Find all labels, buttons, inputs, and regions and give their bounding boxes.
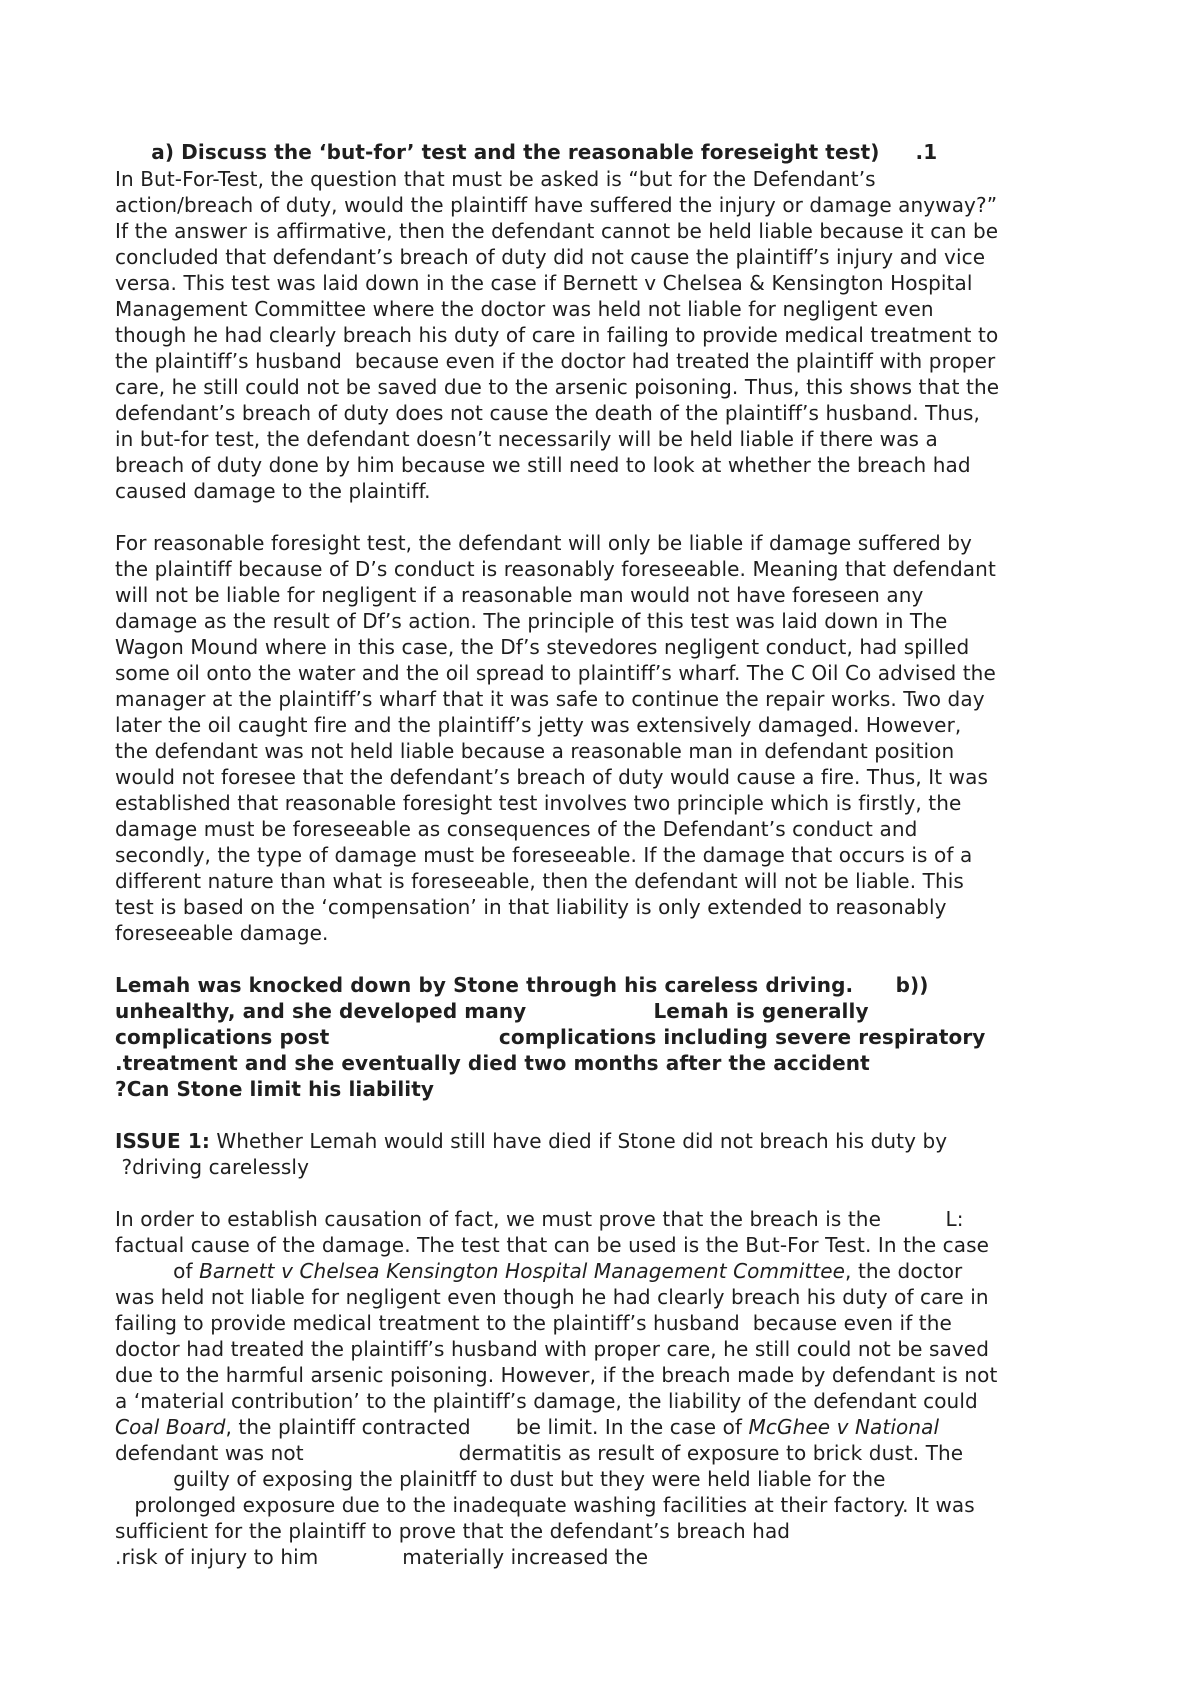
question-a-text: a) Discuss the ‘but-for’ test and the reasonable foreseight test) — [151, 140, 880, 164]
text-line: factual cause of the damage. The test that can be used is the But-For Test. In the case — [115, 1233, 990, 1257]
text-line: concluded that defendant’s breach of duty did not cause the plaintiff’s injury and vice — [115, 245, 986, 269]
text-line: though he had clearly breach his duty of care in failing to provide medical treatment to — [115, 323, 999, 347]
text-line: defendant’s breach of duty does not cause the death of the plaintiff’s husband. Thus, — [115, 401, 981, 425]
text-line: test is based on the ‘compensation’ in that liability is only extended to reasonably — [115, 895, 947, 919]
text-fragment: , the plaintiff contracted be limit. In the case of — [225, 1415, 749, 1439]
text-line: was held not liable for negligent even though he had clearly breach his duty of care in — [115, 1285, 989, 1309]
issue-1-line: ?driving carelessly — [115, 1155, 310, 1179]
text-line: breach of duty done by him because we still need to look at whether the breach had — [115, 453, 971, 477]
text-line: in but-for test, the defendant doesn’t necessarily will be held liable if there was a — [115, 427, 938, 451]
text-line: caused damage to the plaintiff. — [115, 479, 431, 503]
text-line: doctor had treated the plaintiff’s husband with proper care, he still could not be saved — [115, 1337, 990, 1361]
text-line: For reasonable foresight test, the defendant will only be liable if damage suffered by — [115, 531, 972, 555]
text-line: the plaintiff’s husband because even if the doctor had treated the plaintiff with proper — [115, 349, 996, 373]
question-b-line: complications post complications including severe respiratory — [115, 1025, 986, 1049]
question-b-line: Lemah was knocked down by Stone through his careless driving. b)) — [115, 973, 929, 997]
text-line: Management Committee where the doctor was held not liable for negligent even — [115, 297, 934, 321]
text-line: guilty of exposing the plainitff to dust but they were held liable for the — [115, 1467, 886, 1491]
text-fragment: of — [115, 1259, 200, 1283]
text-line: Wagon Mound where in this case, the Df’s stevedores negligent conduct, had spilled — [115, 635, 970, 659]
issue-1-line — [115, 1128, 947, 1154]
text-line — [115, 1258, 962, 1284]
text-line: action/breach of duty, would the plaintiff have suffered the injury or damage anyway?” — [115, 193, 998, 217]
text-line: will not be liable for negligent if a reasonable man would not have foreseen any — [115, 583, 924, 607]
text-line: established that reasonable foresight test involves two principle which is firstly, the — [115, 791, 962, 815]
text-line: secondly, the type of damage must be foreseeable. If the damage that occurs is of a — [115, 843, 973, 867]
text-line: damage must be foreseeable as consequences of the Defendant’s conduct and — [115, 817, 918, 841]
text-line: prolonged exposure due to the inadequate washing facilities at their factory. It was — [115, 1493, 975, 1517]
text-line: later the oil caught fire and the plaintiff’s jetty was extensively damaged. However, — [115, 713, 962, 737]
text-line: versa. This test was laid down in the case if Bernett v Chelsea & Kensington Hospital — [115, 271, 973, 295]
question-b-line: .treatment and she eventually died two months after the accident — [115, 1051, 870, 1075]
issue-1-label: ISSUE 1: — [115, 1129, 210, 1153]
text-line: If the answer is affirmative, then the defendant cannot be held liable because it can be — [115, 219, 999, 243]
text-line: the defendant was not held liable because a reasonable man in defendant position — [115, 739, 955, 763]
case-name: Barnett v Chelsea Kensington Hospital Management Committee — [199, 1259, 846, 1283]
text-line: manager at the plaintiff’s wharf that it was safe to continue the repair works. Two day — [115, 687, 985, 711]
question-a-number: .1 — [915, 140, 938, 164]
text-line: In order to establish causation of fact, we must prove that the breach is the L: — [115, 1207, 964, 1231]
text-line: different nature than what is foreseeable, then the defendant will not be liable. This — [115, 869, 964, 893]
text-line: would not foresee that the defendant’s breach of duty would cause a fire. Thus, It was — [115, 765, 988, 789]
text-line: failing to provide medical treatment to the plaintiff’s husband because even if the — [115, 1311, 952, 1335]
text-line — [115, 1414, 939, 1440]
text-line: the plaintiff because of D’s conduct is reasonably foreseeable. Meaning that defendant — [115, 557, 996, 581]
text-line: .risk of injury to him materially increased the — [115, 1545, 649, 1569]
text-line: care, he still could not be saved due to the arsenic poisoning. Thus, this shows that the — [115, 375, 1000, 399]
question-b-line: unhealthy, and she developed many Lemah is generally — [115, 999, 869, 1023]
case-name: McGhee v National — [748, 1415, 940, 1439]
text-line: foreseeable damage. — [115, 921, 329, 945]
text-line: In But-For-Test, the question that must be asked is “but for the Defendant’s — [115, 167, 876, 191]
case-name: Coal Board — [115, 1415, 226, 1439]
text-line: a ‘material contribution’ to the plaintiff’s damage, the liability of the defendant could — [115, 1389, 978, 1413]
text-line: damage as the result of Df’s action. The principle of this test was laid down in The — [115, 609, 948, 633]
text-line: due to the harmful arsenic poisoning. However, if the breach made by defendant is not — [115, 1363, 998, 1387]
issue-1-text: Whether Lemah would still have died if Stone did not breach his duty by — [209, 1129, 948, 1153]
text-line: some oil onto the water and the oil spread to plaintiff’s wharf. The C Oil Co advised the — [115, 661, 996, 685]
text-line: sufficient for the plaintiff to prove that the defendant’s breach had — [115, 1519, 791, 1543]
text-line: defendant was not dermatitis as result of exposure to brick dust. The — [115, 1441, 964, 1465]
text-fragment: , the doctor — [845, 1259, 963, 1283]
question-b-line: ?Can Stone limit his liability — [115, 1077, 435, 1101]
